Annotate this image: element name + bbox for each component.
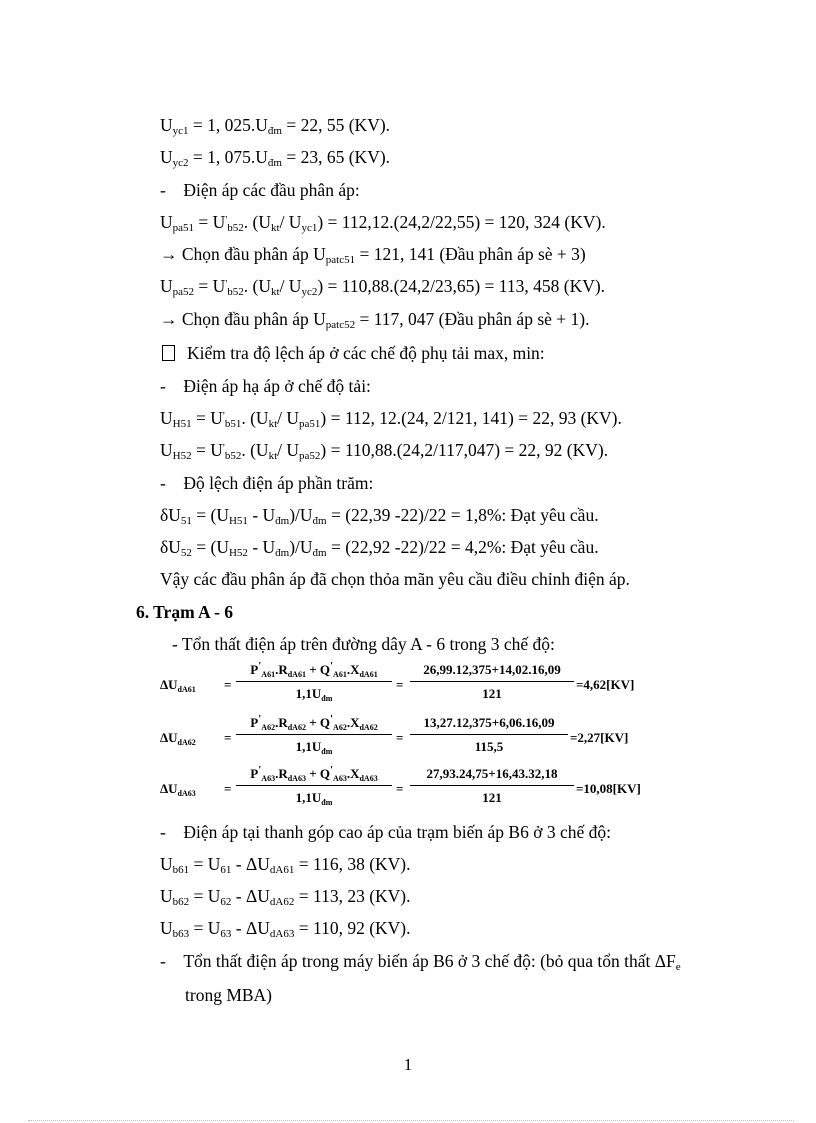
bullet-tap-line: - Điện áp các đầu phân áp: (160, 180, 360, 200)
formula-1-num-symbolic: $P'_{A61}.R_{dA61} + Q'_{A61}.X_{dA61}$ (250, 660, 378, 679)
ub61-line: $U_{b61} = U_{61} - \Delta U_{dA61} = 116$, 38 (KV). (160, 854, 411, 876)
check-line (160, 342, 545, 364)
bullet-dl-line: - Độ lệch điện áp phần trăm: (160, 473, 374, 493)
bullet-ha-line: - Điện áp hạ áp ở chế độ tải: (160, 376, 371, 396)
upa51-line: $U_{pa51} = U'_{b52}$. ($U_{kt}/$ $U_{yc1}) = 112,12.(24,2/22,55) = 120$, 324 (KV). (160, 212, 606, 234)
formula-2-den-symbolic: $1,1U_{đm}$ (295, 739, 333, 756)
formula-3-result: =10,08[KV] (576, 781, 641, 796)
formula-2-lhs: $\Delta U_{dA62}$ (160, 730, 196, 747)
uyc2-line: $U_{yc2} = 1$, $075.U_{đm} = 23$, 65 (KV). (160, 147, 391, 169)
formula-1-den-values: 121 (482, 686, 502, 701)
uh51-line: $U_{H51} = U'_{b51}$. ($U_{kt}/$ $U_{pa51}) = 112$, 12.(24, 2/121, 141) = 22, 93 (KV). (160, 408, 622, 430)
loss-intro-line: - Tổn thất điện áp trên đường dây A - 6 trong 3 chế độ: (172, 634, 555, 654)
choose51-text: Chọn đầu phân áp (181, 244, 309, 264)
bullet-dl-text: Độ lệch điện áp phần trăm: (183, 473, 374, 493)
bullet-mba-text: Tổn thất điện áp trong máy biến áp B6 ở 3 chế độ: (bỏ qua tổn thất ΔF (183, 951, 676, 971)
formula-1-den-symbolic: $1,1U_{đm}$ (295, 686, 333, 703)
bullet-mba-cont: trong MBA) (185, 985, 273, 1005)
du51-line: $\delta U_{51} = (U_{H51} - U_{đm})/U_{đm} = (22,39$ -22)/22 = 1,8%: Đạt yêu cầu. (160, 505, 599, 527)
bullet-mba-line: - Tổn thất điện áp trong máy biến áp B6 ở 3 chế độ: (bỏ qua tổn thất $\Delta F_e$ (160, 951, 681, 973)
formula-2-num-symbolic: $P'_{A62}.R_{dA62} + Q'_{A62}.X_{dA62}$ (250, 713, 378, 732)
formula-1-num-values: 26,99.12,375+14,02.16,09 (423, 662, 561, 677)
formula-2-result: =2,27[KV] (570, 730, 629, 745)
formula-1: $\Delta U_{dA61}$ = $P'_{A61}.R_{dA61} + Q'_{A61}.X_{dA61}$ $1,1U_{đm}$ = 26,99.12,375+14,02.16,09 121 =4,62[KV] (160, 660, 635, 703)
formula-1-result: =4,62[KV] (576, 677, 635, 692)
ub63-line: $U_{b63} = U_{63} - \Delta U_{dA63} = 110$, 92 (KV). (160, 918, 411, 940)
conclusion-line: Vậy các đầu phân áp đã chọn thỏa mãn yêu cầu điều chỉnh điện áp. (160, 569, 630, 589)
formula-2: $\Delta U_{dA62}$ = $P'_{A62}.R_{dA62} + Q'_{A62}.X_{dA62}$ $1,1U_{đm}$ = 13,27.12,375+6,06.16,09 115,5 =2,27[KV] (160, 713, 629, 756)
formula-3-lhs: $\Delta U_{dA63}$ (160, 781, 196, 798)
formula-2-num-values: 13,27.12,375+6,06.16,09 (423, 715, 555, 730)
formula-3-den-symbolic: $1,1U_{đm}$ (295, 790, 333, 807)
bullet-b6-text: Điện áp tại thanh góp cao áp của trạm biến áp B6 ở 3 chế độ: (183, 822, 611, 842)
bullet-ha-text: Điện áp hạ áp ở chế độ tải: (183, 376, 371, 396)
section-heading: 6. Trạm A - 6 (136, 602, 234, 622)
ub62-line: $U_{b62} = U_{62} - \Delta U_{dA62} = 113$, 23 (KV). (160, 886, 411, 908)
choose52-line: → Chọn đầu phân áp $U_{patc52} = 117$, 047 (Đầu phân áp sè + 1). (160, 309, 590, 331)
formula-3-num-symbolic: $P'_{A63}.R_{dA63} + Q'_{A63}.X_{dA63}$ (250, 764, 378, 783)
bullet-b6-line: - Điện áp tại thanh góp cao áp của trạm biến áp B6 ở 3 chế độ: (160, 822, 611, 842)
formula-3-num-values: 27,93.24,75+16,43.32,18 (426, 766, 558, 781)
bullet-tap-text: Điện áp các đầu phân áp: (183, 180, 360, 200)
du52-line: $\delta U_{52} = (U_{H52} - U_{đm})/U_{đm} = (22,92$ -22)/22 = 4,2%: Đạt yêu cầu. (160, 537, 599, 559)
formula-2-den-values: 115,5 (474, 739, 504, 754)
uyc1-line: $U_{yc1} = 1$, $025.U_{đm} = 22$, 55 (KV). (160, 115, 391, 137)
upa52-line: $U_{pa52} = U'_{b52}$. ($U_{kt}/$ $U_{yc2}) = 110,88.(24,2/23,65) = 113$, 458 (KV). (160, 276, 606, 298)
choose51-line: → Chọn đầu phân áp $U_{patc51} = 121$, 141 (Đầu phân áp sè + 3) (160, 244, 586, 266)
formula-3-den-values: 121 (482, 790, 502, 805)
page-number: 1 (403, 1055, 413, 1074)
check-text: Kiểm tra độ lệch áp ở các chế độ phụ tải max, min: (187, 343, 545, 363)
formula-3: $\Delta U_{dA63}$ = $P'_{A63}.R_{dA63} + Q'_{A63}.X_{dA63}$ $1,1U_{đm}$ = 27,93.24,75+16,43.32,18 121 =10,08[KV] (160, 764, 641, 807)
uh52-line: $U_{H52} = U'_{b52}$. ($U_{kt}/$ $U_{pa52}) = 110,88.(24,2/117,047) = 22$, 92 (KV). (160, 440, 609, 462)
choose52-text: Chọn đầu phân áp (181, 309, 309, 329)
page-bottom-divider (28, 1120, 794, 1121)
placeholder-box-icon (162, 345, 175, 361)
formula-1-lhs: $\Delta U_{dA61}$ (160, 677, 196, 694)
